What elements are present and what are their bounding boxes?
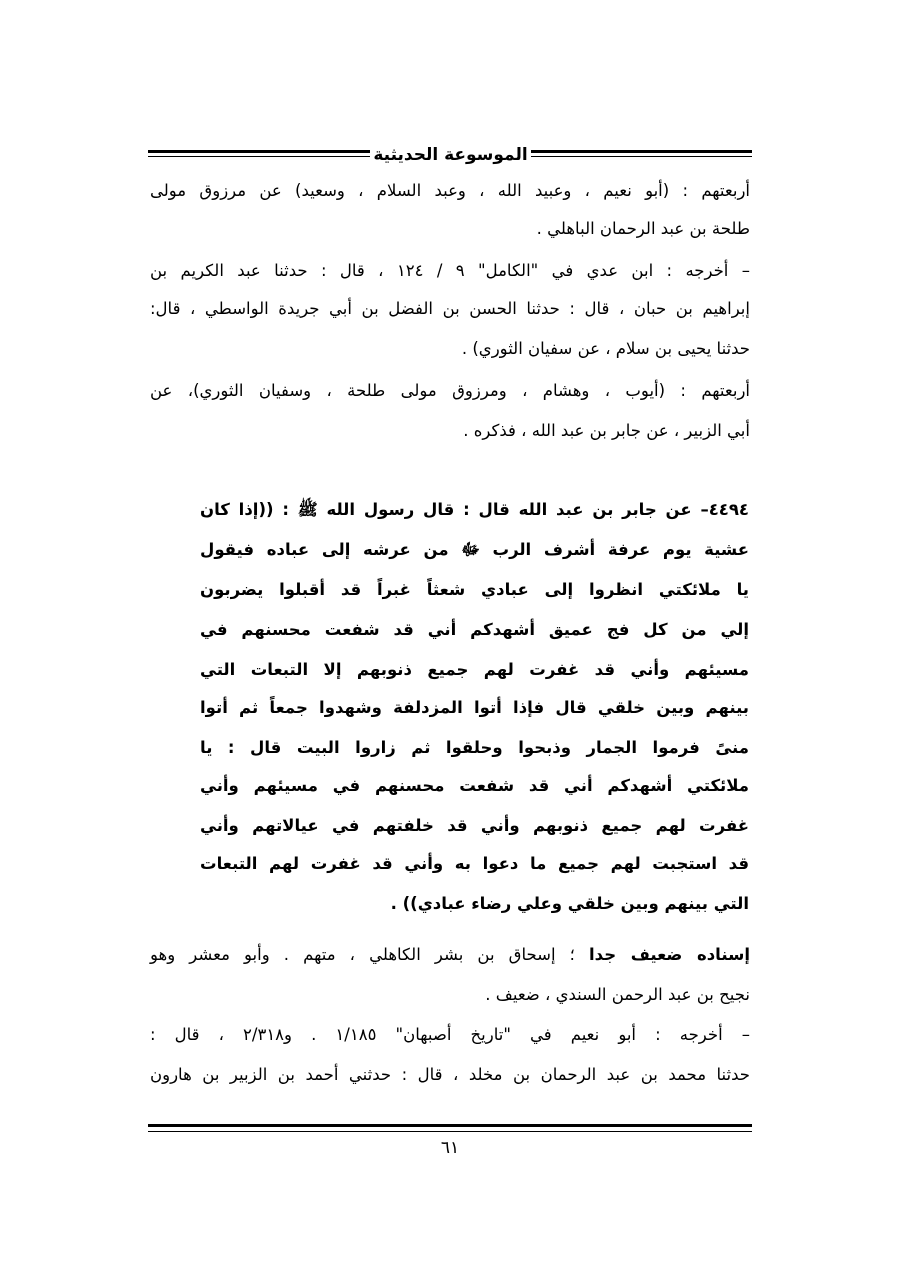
page-header xyxy=(148,138,752,178)
commentary xyxy=(150,940,750,1100)
page-number: ٦١ xyxy=(440,1138,460,1158)
hadith-line: ٤٤٩٤– عن جابر بن عبد الله قال : قال رسول الله ﷺ : ((إذا كان xyxy=(200,500,749,519)
hadith-line: ملائكتي أشهدكم أني قد شفعت محسنهم في مسيئهم وأني xyxy=(200,776,749,795)
hadith-line: التي بينهم وبين خلقي وعلي رضاء عبادي)) . xyxy=(390,894,749,913)
hadith-line: غفرت لهم جميع ذنوبهم وأني قد خلفتهم في عيالاتهم وأني xyxy=(200,816,749,835)
commentary-line xyxy=(150,940,750,970)
hadith-line: منىً فرموا الجمار وذبحوا وحلقوا ثم زاروا البيت قال : يا xyxy=(200,738,749,757)
hadith-line: بينهم وبين خلقي قال فإذا أتوا المزدلفة وشهدوا جمعاً ثم أتوا xyxy=(200,698,749,717)
isnad-grade-label: إسناده ضعيف جدا xyxy=(589,945,750,964)
intro-line: حدثنا يحيى بن سلام ، عن سفيان الثوري) . xyxy=(461,339,750,358)
commentary-line: حدثنا محمد بن عبد الرحمان بن مخلد ، قال : حدثني أحمد بن الزبير بن هارون xyxy=(150,1065,750,1084)
commentary-line: نجيح بن عبد الرحمن السندي ، ضعيف . xyxy=(485,985,750,1004)
hadith-line: عشية يوم عرفة أشرف الرب ﷻ من عرشه إلى عباده فيقول xyxy=(200,540,749,559)
header-rule-left xyxy=(148,150,370,159)
isnad-detail: ؛ إسحاق بن بشر الكاهلي ، متهم . وأبو معشر وهو xyxy=(150,945,590,964)
hadith-line: قد استجبت لهم جميع ما دعوا به وأني قد غفرت لهم التبعات xyxy=(200,854,749,873)
footer-rule xyxy=(148,1124,752,1134)
intro-line: إبراهيم بن حبان ، قال : حدثنا الحسن بن الفضل بن أبي جريدة الواسطي ، قال: xyxy=(150,299,750,318)
hadith-line: مسيئهم وأني قد غفرت لهم جميع ذنوبهم إلا التبعات التي xyxy=(200,660,749,679)
hadith-line: إلي من كل فج عميق أشهدكم أني قد شفعت محسنهم في xyxy=(200,620,749,639)
hadith-line: يا ملائكتي انظروا إلى عبادي شعثاً غبراً قد أقبلوا يضربون xyxy=(200,580,749,599)
intro-line: أربعتهم : (أبو نعيم ، وعبيد الله ، وعبد السلام ، وسعيد) عن مرزوق مولى xyxy=(150,181,750,200)
intro-line: طلحة بن عبد الرحمان الباهلي . xyxy=(536,219,750,238)
header-rule-right xyxy=(531,150,752,159)
intro-paragraphs xyxy=(150,176,750,456)
intro-line: أبي الزبير ، عن جابر بن عبد الله ، فذكره . xyxy=(463,421,750,440)
hadith-text xyxy=(200,493,749,943)
header-title: الموسوعة الحديثية xyxy=(373,145,528,165)
intro-line: – أخرجه : ابن عدي في "الكامل" ٩ / ١٢٤ ، قال : حدثنا عبد الكريم بن xyxy=(150,261,750,280)
commentary-line: – أخرجه : أبو نعيم في "تاريخ أصبهان" ١/١٨٥ . و٢/٣١٨ ، قال : xyxy=(150,1025,750,1044)
intro-line: أربعتهم : (أيوب ، وهشام ، ومرزوق مولى طلحة ، وسفيان الثوري)، عن xyxy=(150,381,750,400)
